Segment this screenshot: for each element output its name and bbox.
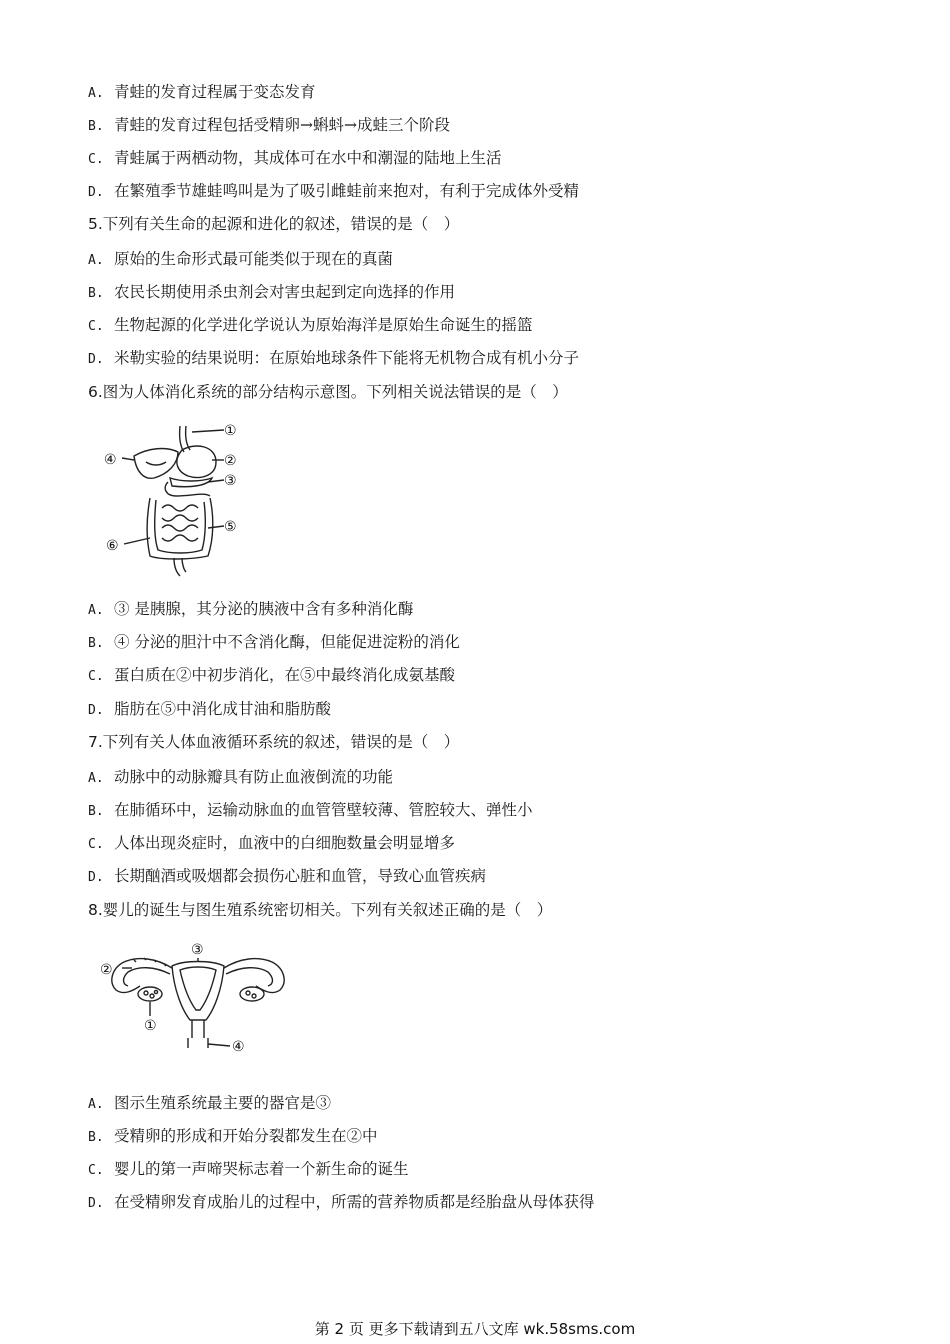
q5-option-c <box>88 315 533 337</box>
option-text: 农民长期使用杀虫剂会对害虫起到定向选择的作用 <box>114 283 456 301</box>
option-letter: B. <box>88 636 104 651</box>
option-letter: C. <box>88 837 104 852</box>
q5-option-d <box>88 348 579 370</box>
q7-option-b <box>88 800 533 822</box>
option-letter: D. <box>88 703 104 718</box>
label-3: ③ <box>191 942 204 958</box>
option-text: 动脉中的动脉瓣具有防止血液倒流的功能 <box>114 768 394 786</box>
label-4: ④ <box>104 452 117 468</box>
option-text: 在繁殖季节雄蛙鸣叫是为了吸引雌蛙前来抱对，有利于完成体外受精 <box>114 182 580 200</box>
option-letter: A. <box>88 86 104 101</box>
option-letter: D. <box>88 185 104 200</box>
option-text: 在肺循环中，运输动脉血的血管管壁较薄、管腔较大、弹性小 <box>114 801 533 819</box>
option-text: 图示生殖系统最主要的器官是③ <box>114 1094 332 1112</box>
q8-option-d <box>88 1192 595 1214</box>
q7-option-a <box>88 767 393 789</box>
female-reproductive-diagram <box>94 938 304 1058</box>
option-letter: D. <box>88 352 104 367</box>
option-letter: C. <box>88 1163 104 1178</box>
q7-option-c <box>88 833 455 855</box>
q8-option-a <box>88 1093 331 1115</box>
option-text: 脂肪在⑤中消化成甘油和脂肪酸 <box>114 700 332 718</box>
option-text: 米勒实验的结果说明：在原始地球条件下能将无机物合成有机小分子 <box>114 349 580 367</box>
option-text: ③ 是胰腺，其分泌的胰液中含有多种消化酶 <box>114 600 414 618</box>
option-text: 生物起源的化学进化学说认为原始海洋是原始生命诞生的摇篮 <box>114 316 533 334</box>
option-letter: A. <box>88 1097 104 1112</box>
option-letter: A. <box>88 771 104 786</box>
label-1: ① <box>224 423 237 439</box>
q4-option-c <box>88 148 502 170</box>
q8-stem: 8.婴儿的诞生与图生殖系统密切相关。下列有关叙述正确的是（ ） <box>88 901 553 919</box>
q8-option-c <box>88 1159 409 1181</box>
q7-stem: 7.下列有关人体血液循环系统的叙述，错误的是（ ） <box>88 733 460 751</box>
q5-option-b <box>88 282 455 304</box>
label-2: ② <box>224 453 237 469</box>
option-text: 原始的生命形式最可能类似于现在的真菌 <box>114 250 394 268</box>
option-text: 受精卵的形成和开始分裂都发生在②中 <box>114 1127 378 1145</box>
q8-option-b <box>88 1126 378 1148</box>
option-letter: A. <box>88 603 104 618</box>
q6-option-d <box>88 699 331 721</box>
option-letter: C. <box>88 669 104 684</box>
label-6: ⑥ <box>106 538 119 554</box>
label-1: ① <box>144 1018 157 1034</box>
option-text: 青蛙的发育过程属于变态发育 <box>114 83 316 101</box>
q4-option-d <box>88 181 579 203</box>
option-text: 人体出现炎症时，血液中的白细胞数量会明显增多 <box>114 834 456 852</box>
q4-option-b <box>88 115 450 137</box>
q5-option-a <box>88 249 393 271</box>
option-letter: B. <box>88 119 104 134</box>
option-letter: B. <box>88 286 104 301</box>
digestive-system-diagram <box>100 420 260 580</box>
q6-stem: 6.图为人体消化系统的部分结构示意图。下列相关说法错误的是（ ） <box>88 383 568 401</box>
q7-option-d <box>88 866 486 888</box>
label-4: ④ <box>232 1039 245 1055</box>
q4-option-a <box>88 82 316 104</box>
label-2: ② <box>100 962 113 978</box>
q5-stem: 5.下列有关生命的起源和进化的叙述，错误的是（ ） <box>88 215 460 233</box>
option-letter: D. <box>88 1196 104 1211</box>
q6-option-a <box>88 599 413 621</box>
option-text: 在受精卵发育成胎儿的过程中，所需的营养物质都是经胎盘从母体获得 <box>114 1193 595 1211</box>
option-letter: B. <box>88 1130 104 1145</box>
option-letter: C. <box>88 152 104 167</box>
option-text: 婴儿的第一声啼哭标志着一个新生命的诞生 <box>114 1160 409 1178</box>
option-text: 蛋白质在②中初步消化，在⑤中最终消化成氨基酸 <box>114 666 456 684</box>
q6-option-b <box>88 632 460 654</box>
label-5: ⑤ <box>224 519 237 535</box>
option-text: 长期酗酒或吸烟都会损伤心脏和血管，导致心血管疾病 <box>114 867 487 885</box>
option-letter: D. <box>88 870 104 885</box>
option-text: 青蛙的发育过程包括受精卵→蝌蚪→成蛙三个阶段 <box>114 116 450 134</box>
option-text: 青蛙属于两栖动物，其成体可在水中和潮湿的陆地上生活 <box>114 149 502 167</box>
q6-option-c <box>88 665 455 687</box>
option-letter: A. <box>88 253 104 268</box>
option-text: ④ 分泌的胆汁中不含消化酶，但能促进淀粉的消化 <box>114 633 460 651</box>
page-footer: 第 2 页 更多下载请到五八文库 wk.58sms.com <box>314 1320 636 1338</box>
option-letter: C. <box>88 319 104 334</box>
label-3: ③ <box>224 473 237 489</box>
option-letter: B. <box>88 804 104 819</box>
